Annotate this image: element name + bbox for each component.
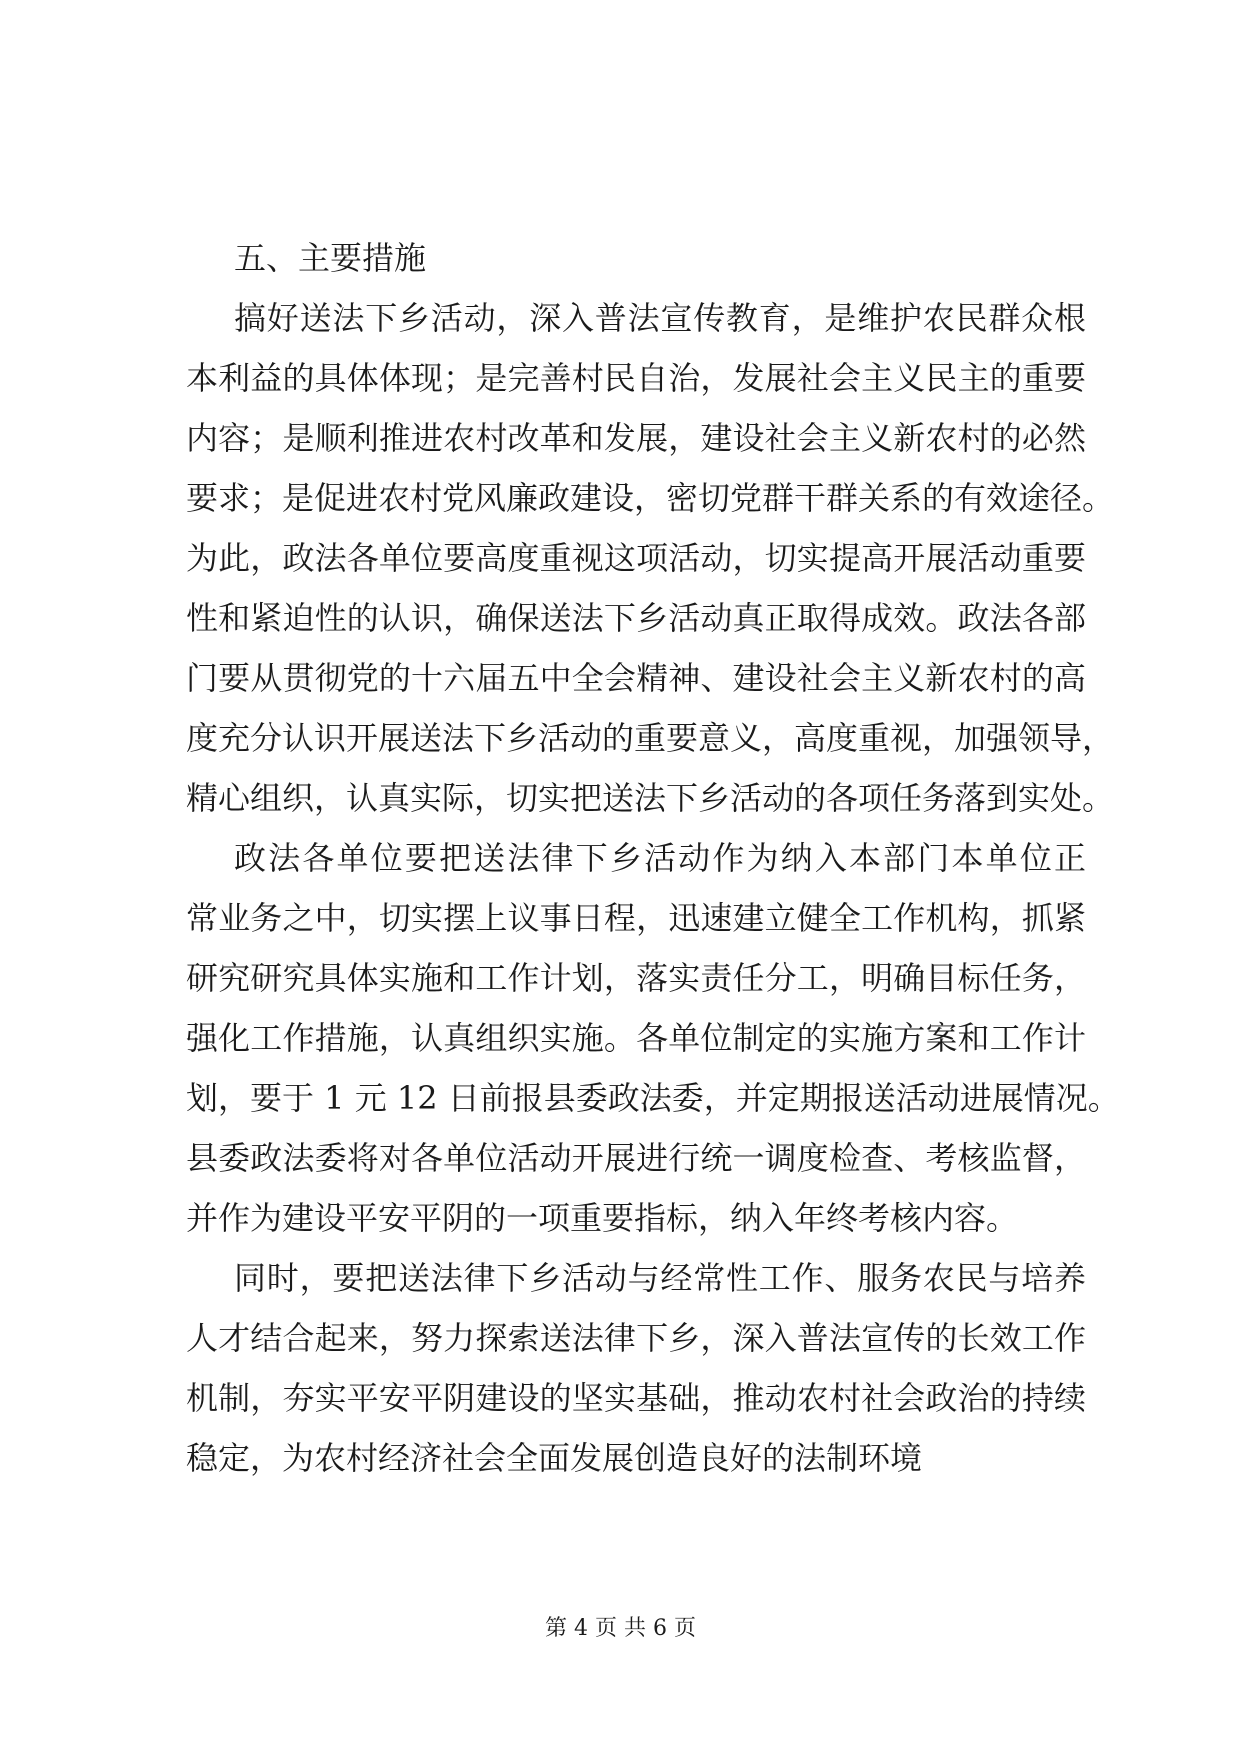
paragraph-line: 强化工作措施，认真组织实施。各单位制定的实施方案和工作计 [186, 1019, 1086, 1057]
paragraph-3 [186, 1248, 1086, 1488]
paragraph-line: 机制，夯实平安平阴建设的坚实基础，推动农村社会政治的持续 [186, 1379, 1086, 1417]
section-heading: 五、主要措施 [234, 239, 427, 277]
page-number-footer: 第 4 页 共 6 页 [545, 1616, 696, 1641]
paragraph-line: 要求；是促进农村党风廉政建设，密切党群干群关系的有效途径。 [186, 479, 1115, 517]
paragraph-line: 精心组织，认真实际，切实把送法下乡活动的各项任务落到实处。 [186, 779, 1115, 817]
paragraph-line: 政法各单位要把送法律下乡活动作为纳入本部门本单位正 [234, 839, 1086, 877]
paragraph-line: 度充分认识开展送法下乡活动的重要意义，高度重视，加强领导， [186, 719, 1115, 757]
paragraph-line: 内容；是顺利推进农村改革和发展，建设社会主义新农村的必然 [186, 419, 1086, 457]
paragraph-line: 常业务之中，切实摆上议事日程，迅速建立健全工作机构，抓紧 [186, 899, 1086, 937]
paragraph-line: 稳定，为农村经济社会全面发展创造良好的法制环境 [186, 1439, 923, 1477]
paragraph-line: 县委政法委将对各单位活动开展进行统一调度检查、考核监督， [186, 1139, 1086, 1177]
paragraph-line: 划，要于 1 元 12 日前报县委政法委，并定期报送活动进展情况。 [186, 1079, 1120, 1117]
paragraph-line: 性和紧迫性的认识，确保送法下乡活动真正取得成效。政法各部 [186, 599, 1086, 637]
paragraph-line: 人才结合起来，努力探索送法律下乡，深入普法宣传的长效工作 [186, 1319, 1086, 1357]
paragraph-line: 并作为建设平安平阴的一项重要指标，纳入年终考核内容。 [186, 1199, 1019, 1237]
paragraph-line: 搞好送法下乡活动，深入普法宣传教育，是维护农民群众根 [234, 299, 1086, 337]
paragraph-line: 为此，政法各单位要高度重视这项活动，切实提高开展活动重要 [186, 539, 1086, 577]
paragraph-2 [186, 828, 1120, 1248]
paragraph-1 [186, 288, 1115, 828]
paragraph-line: 门要从贯彻党的十六届五中全会精神、建设社会主义新农村的高 [186, 659, 1086, 697]
document-body [186, 228, 1120, 1488]
paragraph-line: 同时，要把送法律下乡活动与经常性工作、服务农民与培养 [234, 1259, 1086, 1297]
paragraph-line: 本利益的具体体现；是完善村民自治，发展社会主义民主的重要 [186, 359, 1086, 397]
paragraph-line: 研究研究具体实施和工作计划，落实责任分工，明确目标任务， [186, 959, 1086, 997]
